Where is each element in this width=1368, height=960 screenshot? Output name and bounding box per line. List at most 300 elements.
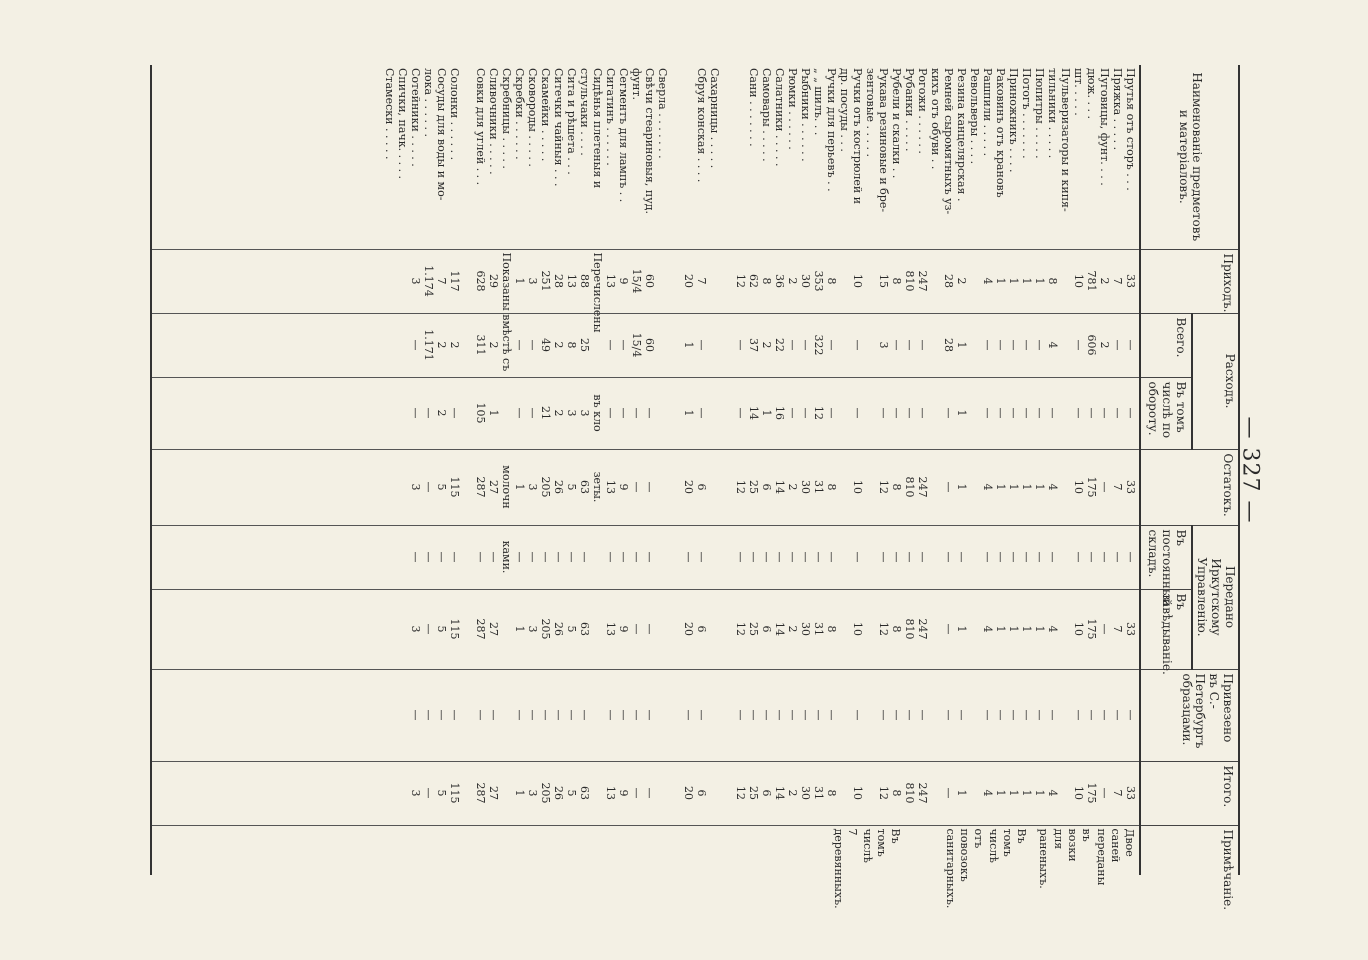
cell-items (681, 68, 694, 246)
cell-items: Рюмки . . . . . . (786, 68, 800, 150)
cell-to-warehouse: — (604, 551, 618, 563)
header-balance: Остатокъ. (1140, 449, 1239, 525)
cell-to-management: 1 (955, 625, 969, 633)
cell-total: 4 (981, 789, 995, 797)
cell-to-management (707, 593, 720, 666)
cell-expense-turnover: — (1098, 407, 1112, 419)
cell-items: Сахарницы . . . . . (708, 68, 722, 169)
cell-income: 247 (916, 270, 930, 292)
cell-expense-total: — (1124, 339, 1138, 351)
cell-expense-turnover: 16 (773, 406, 787, 420)
cell-total (967, 765, 980, 822)
cell-to-warehouse: — (1098, 551, 1112, 563)
cell-to-warehouse (967, 529, 980, 586)
cell-balance: — (630, 481, 644, 493)
cell-total: 247 (916, 782, 930, 804)
cell-expense-turnover: — (851, 407, 865, 419)
cell-income: 7 (695, 277, 709, 285)
cell-to-warehouse: — (617, 551, 631, 563)
cell-items: Скамейки . . . . . (539, 68, 553, 162)
cell-total: 33 (1124, 786, 1138, 801)
cell-to-management: 8 (890, 625, 904, 633)
cell-total: — (643, 787, 657, 799)
cell-petersburg: — (1033, 709, 1047, 721)
cell-income: 251 (539, 270, 553, 292)
cell-to-warehouse: — (552, 551, 566, 563)
cell-total: 5 (565, 789, 579, 797)
cell-to-management (655, 593, 668, 666)
cell-income (837, 253, 850, 310)
cell-income: 28 (942, 274, 956, 288)
cell-expense-turnover: — (994, 407, 1008, 419)
cell-expense-turnover: — (643, 407, 657, 419)
cell-petersburg: — (916, 709, 930, 721)
inventory-table (150, 65, 1240, 911)
cell-expense-total (967, 317, 980, 374)
cell-balance: 1 (513, 483, 527, 491)
cell-to-warehouse: — (513, 551, 527, 563)
cell-petersburg: — (448, 709, 462, 721)
cell-expense-total: 22 (773, 338, 787, 352)
cell-to-management: 31 (812, 622, 826, 636)
cell-expense-turnover: 3 (578, 409, 592, 417)
cell-balance: 287 (474, 476, 488, 498)
cell-to-warehouse (590, 529, 603, 586)
cell-to-warehouse: — (812, 551, 826, 563)
cell-expense-turnover: — (942, 407, 956, 419)
cell-petersburg: — (617, 709, 631, 721)
cell-total: 115 (448, 782, 462, 804)
cell-expense-turnover: — (877, 407, 891, 419)
cell-to-warehouse: — (422, 551, 436, 563)
cell-items: Прутья отъ сторъ . . . (1124, 68, 1138, 191)
cell-income: 1 (1033, 277, 1047, 285)
cell-to-management: 1 (994, 625, 1008, 633)
cell-expense-total: — (994, 339, 1008, 351)
cell-balance: 12 (877, 480, 891, 494)
cell-total: 1 (1007, 789, 1021, 797)
cell-expense-turnover: — (825, 407, 839, 419)
cell-expense-total: 25 (578, 338, 592, 352)
cell-petersburg: — (539, 709, 553, 721)
cell-expense-total: — (526, 339, 540, 351)
table-body-row (151, 65, 1140, 875)
cell-income: 10 (851, 274, 865, 288)
cell-income: 1 (513, 277, 527, 285)
cell-balance: 14 (773, 480, 787, 494)
note-sanitary-carts: Въ томъ числѣ отъ повозокъ санитарныхъ. (943, 828, 1029, 909)
column-to-warehouse (151, 525, 1140, 589)
cell-expense-turnover: — (903, 407, 917, 419)
cell-expense-turnover: 1 (682, 409, 696, 417)
cell-petersburg: — (851, 709, 865, 721)
cell-expense-total: — (1072, 339, 1086, 351)
cell-income: 4 (981, 277, 995, 285)
cell-total: 287 (474, 782, 488, 804)
cell-balance: 30 (799, 480, 813, 494)
cell-expense-turnover (837, 381, 850, 446)
cell-income: 2 (955, 277, 969, 285)
cell-expense-total: — (825, 339, 839, 351)
cell-items: Сигатинъ . . . . . . (604, 68, 618, 166)
cell-income: 7 (1111, 277, 1125, 285)
cell-balance: 1 (1033, 483, 1047, 491)
cell-to-management: 26 (552, 622, 566, 636)
cell-income: 8 (890, 277, 904, 285)
cell-to-warehouse: — (942, 551, 956, 563)
cell-total: 14 (773, 786, 787, 801)
cell-to-management: — (1098, 623, 1112, 635)
cell-to-management: 4 (1046, 625, 1060, 633)
cell-petersburg: — (773, 709, 787, 721)
cell-items: Свѣчи стеариновыя, пуд. (643, 68, 657, 214)
cell-to-management (863, 593, 876, 666)
cell-items: Рубанки . . . . . (903, 68, 917, 152)
header-to-warehouse: Въ постоянный складъ. (1140, 525, 1191, 589)
cell-to-management: 810 (903, 618, 917, 640)
cell-to-warehouse: — (747, 551, 761, 563)
cell-items: Пюпитры . . . . . (1033, 68, 1047, 159)
cell-balance: 4 (1046, 483, 1060, 491)
cell-to-warehouse: — (1046, 551, 1060, 563)
cell-to-warehouse (668, 529, 681, 586)
cell-income: 2 (786, 277, 800, 285)
cell-expense-turnover: 2 (435, 409, 449, 417)
cell-balance: 1 (994, 483, 1008, 491)
cell-expense-total (928, 317, 941, 374)
cell-to-warehouse: ками. (500, 540, 514, 574)
cell-total: 63 (578, 786, 592, 801)
cell-expense-total: — (890, 339, 904, 351)
cell-expense-total: — (916, 339, 930, 351)
cell-items: Резина канцелярская . (955, 68, 969, 202)
cell-items: стульчаки . . . . (578, 68, 592, 156)
cell-total (928, 765, 941, 822)
cell-items: Раковинъ отъ крановъ (994, 68, 1008, 198)
cell-balance (668, 453, 681, 522)
cell-expense-turnover (928, 381, 941, 446)
cell-expense-turnover (655, 381, 668, 446)
cell-income: 62 (747, 274, 761, 288)
cell-petersburg: — (1098, 709, 1112, 721)
cell-income: 117 (448, 270, 462, 292)
cell-items (720, 68, 733, 246)
cell-to-management: 247 (916, 618, 930, 640)
cell-expense-total: 322 (812, 334, 826, 356)
cell-to-management: 20 (682, 622, 696, 636)
cell-to-management (668, 593, 681, 666)
cell-petersburg: — (422, 709, 436, 721)
cell-income: 33 (1124, 274, 1138, 288)
cell-balance: 247 (916, 476, 930, 498)
cell-petersburg: — (1046, 709, 1060, 721)
cell-income: 15 (877, 274, 891, 288)
cell-items: Рубели и скалки . . (890, 68, 904, 179)
cell-expense-total: — (1111, 339, 1125, 351)
cell-balance (837, 453, 850, 522)
cell-to-warehouse: — (851, 551, 865, 563)
header-income: Приходъ. (1140, 249, 1239, 313)
cell-to-management: — (422, 623, 436, 635)
cell-to-management: 14 (773, 622, 787, 636)
cell-to-management: 175 (1085, 618, 1099, 640)
cell-total: 1 (1020, 789, 1034, 797)
cell-to-management: 8 (825, 625, 839, 633)
cell-items: Ручки для перьевъ . . (825, 68, 839, 192)
cell-expense-turnover: 1 (760, 409, 774, 417)
cell-to-management: 25 (747, 622, 761, 636)
cell-items: дюж. . . . (1085, 68, 1099, 119)
cell-total (1058, 765, 1071, 822)
cell-expense-total: 2 (760, 341, 774, 349)
cell-petersburg: — (409, 709, 423, 721)
cell-expense-turnover: въ кло (591, 394, 605, 432)
cell-to-warehouse: — (1033, 551, 1047, 563)
cell-items: Сидѣнья плетеныя и (591, 68, 605, 189)
cell-to-warehouse: — (903, 551, 917, 563)
cell-items: Сковороды . . . . . (526, 68, 540, 167)
cell-to-warehouse: — (487, 551, 501, 563)
cell-expense-total: — (734, 339, 748, 351)
cell-expense-total: — (799, 339, 813, 351)
cell-balance (655, 453, 668, 522)
cell-expense-total: — (851, 339, 865, 351)
cell-expense-total: 2 (552, 341, 566, 349)
cell-income: Перечислены (591, 252, 605, 333)
cell-petersburg: — (825, 709, 839, 721)
inventory-table-wrapper (150, 65, 1240, 911)
cell-to-warehouse: — (539, 551, 553, 563)
cell-total: 20 (682, 786, 696, 801)
cell-to-warehouse: — (474, 551, 488, 563)
cell-expense-total (707, 317, 720, 374)
cell-balance: — (422, 481, 436, 493)
cell-items: Рыбники . . . . . . (799, 68, 813, 162)
cell-items: Сосуды для воды и мо- (435, 68, 449, 201)
column-notes (151, 825, 1140, 909)
cell-to-warehouse: — (1007, 551, 1021, 563)
cell-balance (460, 453, 473, 522)
cell-to-management: 12 (734, 622, 748, 636)
cell-items: Ремней сыромятныхъ уз- (942, 68, 956, 215)
cell-to-management: 2 (786, 625, 800, 633)
cell-balance: 33 (1124, 480, 1138, 494)
cell-to-warehouse: — (578, 551, 592, 563)
header-expense-group: Расходъ. (1192, 313, 1239, 449)
cell-expense-total: 8 (565, 341, 579, 349)
cell-income: 810 (903, 270, 917, 292)
cell-expense-total: 2 (487, 341, 501, 349)
cell-total: 8 (825, 789, 839, 797)
cell-items: Салатники . . . . . (773, 68, 787, 167)
cell-to-management: 287 (474, 618, 488, 640)
cell-balance (928, 453, 941, 522)
cell-items: Приножникъ . . . . (1007, 68, 1021, 173)
cell-balance: 2 (786, 483, 800, 491)
cell-income: 12 (734, 274, 748, 288)
cell-items: Револьверы . . . . (968, 68, 982, 165)
cell-expense-turnover (707, 381, 720, 446)
cell-expense-total: 311 (474, 334, 488, 356)
cell-income: 8 (1046, 277, 1060, 285)
cell-total: 12 (877, 786, 891, 801)
cell-total: 13 (604, 786, 618, 801)
cell-expense-turnover: 1 (955, 409, 969, 417)
cell-total (720, 765, 733, 822)
cell-to-warehouse: — (695, 551, 709, 563)
cell-expense-turnover: — (422, 407, 436, 419)
cell-to-management: 205 (539, 618, 553, 640)
cell-to-warehouse: — (877, 551, 891, 563)
cell-items: Рогожи . . . . . . (916, 68, 930, 154)
cell-to-management: 3 (409, 625, 423, 633)
cell-expense-turnover: — (409, 407, 423, 419)
cell-petersburg: — (760, 709, 774, 721)
page-number: — 327 — (1237, 416, 1263, 524)
cell-income: 1 (1020, 277, 1034, 285)
cell-petersburg: — (487, 709, 501, 721)
cell-items: „ „ шилъ. . . (812, 68, 826, 136)
cell-to-management (460, 593, 473, 666)
cell-petersburg: — (604, 709, 618, 721)
cell-expense-turnover: 3 (565, 409, 579, 417)
cell-balance: 5 (565, 483, 579, 491)
column-to-management (151, 589, 1140, 669)
cell-income: 7 (435, 277, 449, 285)
cell-items: Ручки отъ кострюлей и (851, 68, 865, 205)
cell-items: Пуговицы, фунт. . . . (1098, 68, 1112, 186)
cell-balance (967, 453, 980, 522)
cell-expense-turnover: — (695, 407, 709, 419)
column-expense-total (151, 313, 1140, 377)
cell-expense-turnover (460, 381, 473, 446)
cell-expense-turnover: — (799, 407, 813, 419)
cell-total: 31 (812, 786, 826, 801)
cell-items: тильники . . . . . (1046, 68, 1060, 159)
cell-balance: 27 (487, 480, 501, 494)
cell-expense-turnover: — (981, 407, 995, 419)
column-balance (151, 449, 1140, 525)
cell-petersburg: — (630, 709, 644, 721)
header-to-management: Въ завѣдываніе. (1140, 589, 1191, 669)
cell-petersburg: — (747, 709, 761, 721)
cell-expense-total (720, 317, 733, 374)
cell-expense-turnover: — (1085, 407, 1099, 419)
cell-expense-total: — (786, 339, 800, 351)
cell-expense-turnover: — (1111, 407, 1125, 419)
cell-expense-turnover: — (1046, 407, 1060, 419)
cell-expense-total: 606 (1085, 334, 1099, 356)
cell-to-management: 5 (565, 625, 579, 633)
cell-to-management: — (643, 623, 657, 635)
cell-income (655, 253, 668, 310)
cell-total: — (1098, 787, 1112, 799)
cell-expense-turnover: 2 (552, 409, 566, 417)
cell-to-management: 10 (1072, 622, 1086, 636)
cell-income: 1 (994, 277, 1008, 285)
cell-total: 7 (1111, 789, 1125, 797)
cell-petersburg (837, 673, 850, 758)
cell-to-management: 4 (981, 625, 995, 633)
cell-to-warehouse (928, 529, 941, 586)
cell-total: 3 (409, 789, 423, 797)
header-total: Итого. (1140, 761, 1239, 825)
cell-to-warehouse: — (760, 551, 774, 563)
cell-balance: 115 (448, 476, 462, 498)
cell-to-warehouse: — (643, 551, 657, 563)
cell-to-management: — (942, 623, 956, 635)
cell-items: Пульверизаторы и кипя- (1059, 68, 1073, 212)
cell-total: 8 (890, 789, 904, 797)
cell-petersburg (499, 673, 512, 758)
cell-balance (1058, 453, 1071, 522)
cell-items: Скребки . . . . . . (513, 68, 527, 160)
cell-petersburg (707, 673, 720, 758)
cell-income (1058, 253, 1071, 310)
cell-petersburg: — (981, 709, 995, 721)
cell-total: 1 (513, 789, 527, 797)
cell-petersburg: — (994, 709, 1008, 721)
note-wooden: Въ томъ числѣ 7 деревянныхъ. (832, 828, 903, 909)
cell-petersburg: — (877, 709, 891, 721)
cell-to-management: 115 (448, 618, 462, 640)
cell-income (707, 253, 720, 310)
cell-total: 6 (760, 789, 774, 797)
cell-expense-total: 1 (682, 341, 696, 349)
cell-balance: 8 (825, 483, 839, 491)
cell-to-warehouse (863, 529, 876, 586)
cell-to-warehouse: — (994, 551, 1008, 563)
cell-balance: 26 (552, 480, 566, 494)
cell-to-management (837, 593, 850, 666)
cell-to-management: 33 (1124, 622, 1138, 636)
cell-petersburg: — (526, 709, 540, 721)
cell-petersburg: — (695, 709, 709, 721)
cell-items: Сита и рѣшета . . . (565, 68, 579, 175)
cell-income: 9 (617, 277, 631, 285)
cell-total: 3 (526, 789, 540, 797)
cell-items: Сегментъ для лампъ . . (617, 68, 631, 203)
cell-income: 88 (578, 274, 592, 288)
cell-total: 175 (1085, 782, 1099, 804)
cell-petersburg: — (890, 709, 904, 721)
cell-to-management: 63 (578, 622, 592, 636)
cell-to-management: 6 (695, 625, 709, 633)
cell-balance: 1 (1020, 483, 1034, 491)
cell-balance (707, 453, 720, 522)
cell-income: 2 (1098, 277, 1112, 285)
cell-expense-turnover: — (1007, 407, 1021, 419)
cell-expense-total (655, 317, 668, 374)
cell-expense-total: — (981, 339, 995, 351)
cell-items: Сливочники . . . . . (487, 68, 501, 175)
cell-total: 2 (786, 789, 800, 797)
cell-petersburg: — (474, 709, 488, 721)
cell-to-warehouse: — (409, 551, 423, 563)
cell-total (655, 765, 668, 822)
cell-balance: — (643, 481, 657, 493)
cell-items (733, 68, 746, 246)
cell-items: Сани . . . . . . . (747, 68, 761, 147)
cell-expense-turnover: — (1033, 407, 1047, 419)
cell-petersburg (668, 673, 681, 758)
cell-to-management: 7 (1111, 625, 1125, 633)
cell-expense-total (837, 317, 850, 374)
cell-total: 12 (734, 786, 748, 801)
cell-total: 6 (695, 789, 709, 797)
cell-balance: 7 (1111, 483, 1125, 491)
cell-to-management: 1 (513, 625, 527, 633)
